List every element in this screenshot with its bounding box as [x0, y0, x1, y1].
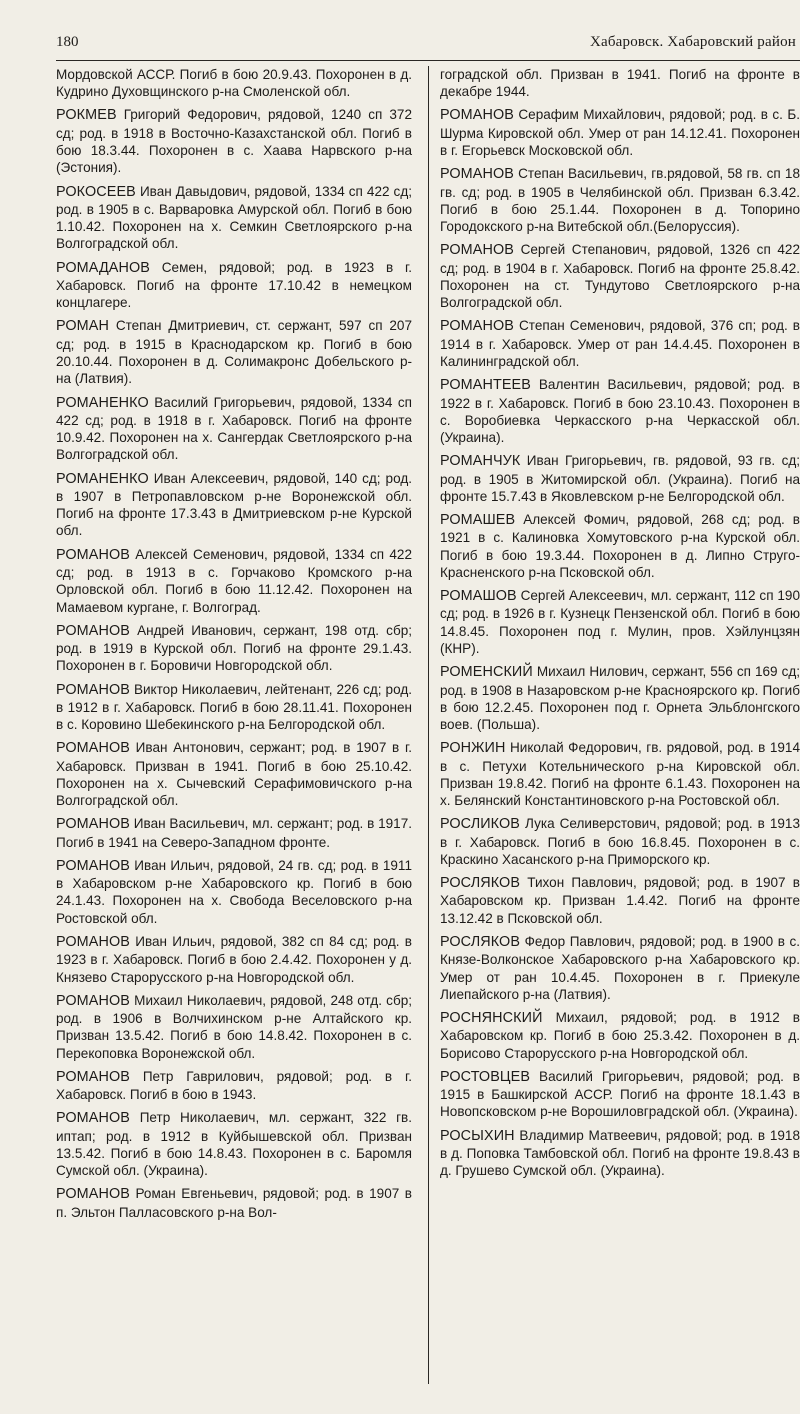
entry	[56, 933, 412, 986]
entry	[56, 394, 412, 464]
entry-text: гоградской обл. Призван в 1941. Погиб на фронте в декабре 1944.	[440, 67, 800, 100]
entry-text: Василий Григорьевич, рядовой; род. в 1915 в Башкирской АССР. Погиб на фронте 18.1.43 в Новопсковском р-не Ворошиловградской обл. (Украина).	[440, 1068, 800, 1120]
entry	[440, 241, 800, 311]
entry-surname: РОМАНОВ	[56, 1110, 130, 1127]
entry	[56, 183, 412, 253]
entry	[440, 66, 800, 101]
entry	[56, 546, 412, 616]
entry-surname: РОСЛЯКОВ	[440, 933, 521, 950]
entry	[440, 1068, 800, 1121]
entry	[440, 511, 800, 581]
entry-text: Иван Ильич, рядовой, 382 сп 84 сд; род. в 1923 в г. Хабаровск. Погиб в бою 2.4.42. Похоронен у д. Князево Старорусского р-на Новгородской обл.	[56, 933, 412, 985]
entry-surname: РОМАШЕВ	[440, 512, 516, 529]
entry-surname: РОМАНОВ	[56, 1186, 130, 1203]
entry	[440, 106, 800, 159]
entry	[440, 1009, 800, 1062]
entry-text: Тихон Павлович, рядовой; род. в 1907 в Хабаровском кр. Призван 1.4.42. Погиб на фронте 13.12.42 в Псковской обл.	[440, 875, 800, 926]
entry-text: Михаил, рядовой; род. в 1912 в Хабаровском кр. Погиб в бою 25.3.42. Похоронен в д. Борисово Старорусского р-на Новгородской обл.	[440, 1010, 800, 1061]
entry-surname: РОМАНОВ	[56, 1068, 130, 1085]
entry-surname: РОСНЯНСКИЙ	[440, 1010, 543, 1027]
entry-text: Сергей Степанович, рядовой, 1326 сп 422 сд; род. в 1904 в г. Хабаровск. Погиб на фронте 25.8.42. Похоронен на ст. Тундутово Светлоярского р-на Волгоградской обл.	[440, 242, 800, 311]
entry-surname: РОМАНОВ	[56, 622, 130, 639]
entry-text: Григорий Федорович, рядовой, 1240 сп 372 сд; род. в 1918 в Восточно-Казахстанской обл. Погиб в бою 18.3.44. Похоронен в с. Хаава Нарвского р-на (Эстония).	[56, 107, 412, 176]
entry	[440, 663, 800, 733]
running-head	[56, 30, 800, 58]
entry-surname: РОМАНОВ	[56, 816, 130, 833]
entry-text: Степан Дмитриевич, ст. сержант, 597 сп 207 сд; род. в 1915 в Краснодарском кр. Погиб в бою 20.10.44. Похоронен в д. Солимакронс Добельского р-на (Латвия).	[56, 318, 412, 387]
entry-text: Роман Евгеньевич, рядовой; род. в 1907 в п. Эльтон Палласовского р-на Вол-	[56, 1186, 413, 1220]
entry-surname: РОМАН	[56, 318, 109, 335]
left-column	[56, 66, 412, 1227]
entry	[56, 857, 412, 927]
entry-text: Иван Давыдович, рядовой, 1334 сп 422 сд; род. в 1905 в с. Варваровка Амурской обл. Погиб в бою 1.10.42. Похоронен на х. Семкин Светлоярского р-на Волгоградской обл.	[56, 183, 413, 252]
entry	[440, 376, 800, 446]
entry	[440, 1127, 800, 1180]
entry-text: Петр Гаврилович, рядовой; род. в г. Хабаровск. Погиб в бою в 1943.	[56, 1068, 412, 1103]
entry-surname: РОМАНОВ	[440, 107, 514, 124]
entry-text: Алексей Фомич, рядовой, 268 сд; род. в 1921 в с. Калиновка Хомутовского р-на Курской обл. Погиб в бою 19.3.44. Похоронен в д. Липно Струго-Красненского р-на Псковской обл.	[440, 512, 800, 580]
entry-text: Василий Григорьевич, рядовой, 1334 сп 422 сд; род. в 1918 в г. Хабаровск. Погиб на фронте 10.9.42. Похоронен на х. Сангердак Светлоярского р-на Волгоградской обл.	[56, 394, 412, 463]
entry	[440, 739, 800, 809]
entry-surname: РОМАНОВ	[56, 740, 130, 757]
entry-text: Федор Павлович, рядовой; род. в 1900 в с. Князе-Волконское Хабаровского р-на Хабаровского кр. Умер от ран 10.4.45. Похоронен в г. Приекуле Лиепайского р-на (Латвия).	[440, 933, 800, 1002]
entry-text: Михаил Николаевич, рядовой, 248 отд. сбр; род. в 1906 в Волчихинском р-не Алтайского кр. Призван 13.5.42. Погиб в бою 14.8.42. Похоронен в с. Перекоповка Воронежской обл.	[56, 992, 412, 1061]
header-rule	[56, 60, 800, 61]
entry	[56, 470, 412, 540]
entry-surname: РОМАНОВ	[440, 318, 514, 335]
running-title: Хабаровск. Хабаровский район	[589, 34, 796, 50]
entry-text: Степан Васильевич, гв.рядовой, 58 гв. сп 18 гв. сд; род. в 1905 в Челябинской обл. Призван 6.3.42. Погиб в бою 25.1.44. Похоронен в д. Топорино Городокского р-на Витебской обл.(Белоруссия).	[440, 166, 800, 235]
entry-text: Николай Федорович, гв. рядовой, род. в 1914 в с. Петухи Котельнического р-на Кировской обл. Призван 19.8.42. Погиб на фронте 6.1.43. Похоронен на х. Белянский Константиновского р-на Ростовской обл.	[440, 740, 800, 809]
entry-text: Андрей Иванович, сержант, 198 отд. сбр; род. в 1919 в Курской обл. Погиб на фронте 29.1.43. Похоронен в г. Боровичи Новгородской обл.	[56, 622, 412, 674]
entry	[56, 106, 412, 176]
entry-surname: РОСЫХИН	[440, 1127, 515, 1144]
entry-text: Алексей Семенович, рядовой, 1334 сп 422 сд; род. в 1913 в с. Горчаково Кромского р-на Орловской обл. Погиб в бою 11.12.42. Похоронен на Мамаевом кургане, г. Волгоград.	[56, 546, 412, 615]
entry-text: Лука Селиверстович, рядовой; род. в 1913 в г. Хабаровск. Погиб в бою 16.8.45. Похоронен в с. Краскино Хасанского р-на Приморского кр.	[440, 816, 800, 867]
entry-text: Степан Семенович, рядовой, 376 сп; род. в 1914 в г. Хабаровск. Умер от ран 14.4.45. Похоронен в Калининградской обл.	[440, 318, 800, 370]
entry	[56, 1185, 412, 1221]
entry-surname: РОМАНЕНКО	[56, 394, 149, 411]
entry	[56, 622, 412, 675]
entry-surname: РОСТОВЦЕВ	[440, 1068, 531, 1085]
entry	[440, 452, 800, 505]
entry	[440, 874, 800, 927]
entry	[56, 681, 412, 734]
entry-text: Мордовской АССР. Погиб в бою 20.9.43. Похоронен в д. Кудрино Духовщинского р-на Смоленской обл.	[56, 67, 412, 100]
entry-text: Виктор Николаевич, лейтенант, 226 сд; род. в 1912 в г. Хабаровск. Погиб в бою 28.11.41. Похоронен в с. Коровино Шебекинского р-на Белгородской обл.	[56, 681, 412, 733]
entry-text: Сергей Алексеевич, мл. сержант, 112 сп 190 сд; род. в 1926 в г. Кузнецк Пензенской обл. Погиб в бою 14.8.45. Похоронен под г. Мулин, пров. Хэйлунцзян (КНР).	[440, 588, 800, 657]
entry-text: Иван Васильевич, мл. сержант; род. в 1917. Погиб в 1941 на Северо-Западном фронте.	[56, 816, 413, 850]
entry	[56, 317, 412, 387]
entry-text: Михаил Нилович, сержант, 556 сп 169 сд; род. в 1908 в Назаровском р-не Красноярского кр. Погиб в бою 12.2.45. Похоронен под г. Орнета Эльблонгского воев. (Польша).	[440, 664, 800, 733]
entry-surname: РОМАНТЕЕВ	[440, 377, 531, 394]
column-divider	[428, 66, 429, 1384]
entry-surname: РОМАНЧУК	[440, 453, 521, 470]
entry	[56, 1109, 412, 1179]
entry	[56, 1068, 412, 1104]
entry-text: Иван Григорьевич, гв. рядовой, 93 гв. сд; род. в 1905 в Житомирской обл. (Украина). Погиб на фронте 15.7.43 в Яковлевском р-не Белгородской обл.	[440, 453, 800, 504]
entry-surname: РОНЖИН	[440, 740, 506, 757]
entry-surname: РОМЕНСКИЙ	[440, 664, 533, 681]
entry-surname: РОМАНОВ	[56, 681, 130, 698]
entry-surname: РОМАНЕНКО	[56, 470, 149, 487]
entry-text: Петр Николаевич, мл. сержант, 322 гв. иптап; род. в 1912 в Куйбышевской обл. Призван 13.5.42. Погиб в бою 14.8.43. Похоронен в с. Баромля Сумской обл. (Украина).	[56, 1110, 412, 1179]
entry-surname: РОМАНОВ	[440, 166, 514, 183]
entry-surname: РОМАДАНОВ	[56, 259, 150, 276]
entry-surname: РОКОСЕЕВ	[56, 183, 136, 200]
entry	[56, 815, 412, 851]
text-columns	[56, 66, 800, 1384]
entry	[440, 815, 800, 868]
entry-text: Владимир Матвеевич, рядовой; род. в 1918 в д. Поповка Тамбовской обл. Погиб на фронте 19.8.43 в д. Грушево Сумской обл. (Украина).	[440, 1127, 800, 1179]
entry-surname: РОМАНОВ	[440, 242, 514, 259]
entry-text: Серафим Михайлович, рядовой; род. в с. Б. Шурма Кировской обл. Умер от ран 14.12.41. Похоронен в г. Егорьевск Московской обл.	[440, 107, 800, 159]
entry-text: Иван Антонович, сержант; род. в 1907 в г. Хабаровск. Призван в 1941. Погиб в бою 25.10.42. Похоронен на х. Сычевский Серафимовичского р-на Волгоградской обл.	[56, 740, 413, 809]
entry	[440, 587, 800, 657]
entry-surname: РОМАНОВ	[56, 992, 130, 1009]
right-column	[440, 66, 800, 1185]
entry-surname: РОМАНОВ	[56, 546, 130, 563]
entry-surname: РОКМЕВ	[56, 107, 117, 124]
entry-text: Семен, рядовой; род. в 1923 в г. Хабаровск. Погиб на фронте 17.10.42 в немецком концлагере.	[56, 259, 412, 311]
entry-text: Иван Алексеевич, рядовой, 140 сд; род. в 1907 в Петропавловском р-не Воронежской обл. Погиб на фронте 17.3.43 в Дмитриевском р-не Курской обл.	[56, 470, 412, 539]
entry	[56, 66, 412, 101]
entry-surname: РОМАШОВ	[440, 588, 517, 605]
entry	[56, 739, 412, 809]
entry-surname: РОСЛЯКОВ	[440, 875, 521, 892]
entry-surname: РОМАНОВ	[56, 933, 130, 950]
entry-surname: РОСЛИКОВ	[440, 816, 520, 833]
entry	[440, 933, 800, 1003]
entry	[440, 165, 800, 235]
entry-text: Валентин Васильевич, рядовой; род. в 1922 в г. Хабаровск. Погиб в бою 23.10.43. Похоронен в с. Воробиевка Черкасского р-на Черкасской обл. (Украина).	[440, 377, 800, 446]
entry-surname: РОМАНОВ	[56, 857, 130, 874]
entry	[56, 992, 412, 1062]
page-number: 180	[56, 34, 79, 50]
entry-text: Иван Ильич, рядовой, 24 гв. сд; род. в 1911 в Хабаровском р-не Хабаровского кр. Погиб в бою 24.1.43. Похоронен на х. Свобода Веселовского р-на Ростовской обл.	[56, 857, 412, 926]
entry	[440, 317, 800, 370]
entry	[56, 259, 412, 312]
